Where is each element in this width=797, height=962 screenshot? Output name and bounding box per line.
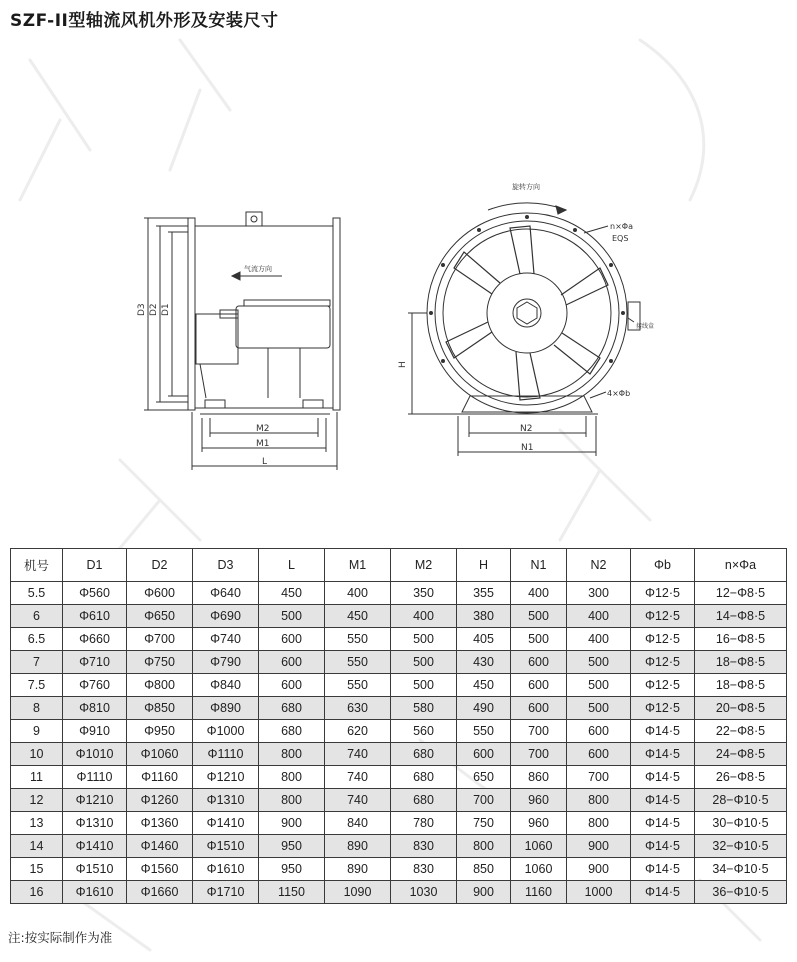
table-cell: 550 (457, 720, 511, 743)
table-cell: 500 (511, 605, 567, 628)
label-n2: N2 (520, 424, 533, 434)
table-cell: 400 (511, 582, 567, 605)
table-cell: Φ1460 (127, 835, 193, 858)
table-cell: Φ14·5 (631, 835, 695, 858)
table-cell: 960 (511, 789, 567, 812)
table-cell: 7 (11, 651, 63, 674)
table-cell: Φ1510 (63, 858, 127, 881)
table-cell: 500 (567, 697, 631, 720)
table-cell: 780 (391, 812, 457, 835)
table-cell: Φ600 (127, 582, 193, 605)
table-cell: 350 (391, 582, 457, 605)
header-cell: M2 (391, 549, 457, 582)
label-airflow: 气流方向 (244, 265, 272, 273)
header-cell: M1 (325, 549, 391, 582)
header-cell: L (259, 549, 325, 582)
table-cell: Φ610 (63, 605, 127, 628)
table-cell: 12−Φ8·5 (695, 582, 787, 605)
table-cell: Φ810 (63, 697, 127, 720)
label-l: L (262, 457, 268, 467)
label-h: H (398, 361, 408, 368)
label-d3: D3 (137, 303, 147, 316)
table-row (11, 697, 787, 720)
table-cell: 11 (11, 766, 63, 789)
label-eqs: EQS (612, 234, 629, 243)
table-cell: 13 (11, 812, 63, 835)
table-cell: 580 (391, 697, 457, 720)
table-cell: Φ660 (63, 628, 127, 651)
table-row (11, 582, 787, 605)
table-cell: 600 (457, 743, 511, 766)
label-d1: D1 (161, 303, 171, 316)
table-cell: Φ14·5 (631, 858, 695, 881)
table-cell: 680 (259, 720, 325, 743)
label-m1: M1 (256, 439, 270, 449)
table-cell: 500 (567, 674, 631, 697)
table-cell: Φ1610 (63, 881, 127, 904)
table-cell: Φ14·5 (631, 766, 695, 789)
table-cell: 840 (325, 812, 391, 835)
table-cell: Φ650 (127, 605, 193, 628)
table-cell: 16 (11, 881, 63, 904)
table-cell: 650 (457, 766, 511, 789)
table-cell: 950 (259, 858, 325, 881)
table-cell: Φ1660 (127, 881, 193, 904)
table-cell: 8 (11, 697, 63, 720)
label-nxa: n×Φa (610, 222, 633, 231)
table-cell: 850 (457, 858, 511, 881)
table-cell: 18−Φ8·5 (695, 674, 787, 697)
table-cell: 30−Φ10·5 (695, 812, 787, 835)
header-cell: n×Φa (695, 549, 787, 582)
table-cell: Φ1710 (193, 881, 259, 904)
table-cell: 6.5 (11, 628, 63, 651)
table-row (11, 720, 787, 743)
table-cell: 18−Φ8·5 (695, 651, 787, 674)
front-view (408, 203, 640, 456)
table-row (11, 651, 787, 674)
table-cell: Φ950 (127, 720, 193, 743)
table-cell: 630 (325, 697, 391, 720)
table-row (11, 743, 787, 766)
table-cell: 700 (511, 720, 567, 743)
table-cell: 620 (325, 720, 391, 743)
table-cell: 405 (457, 628, 511, 651)
table-cell: Φ14·5 (631, 743, 695, 766)
table-cell: 28−Φ10·5 (695, 789, 787, 812)
table-cell: 800 (259, 789, 325, 812)
table-cell: 600 (259, 674, 325, 697)
page-title: SZF-II型轴流风机外形及安装尺寸 (10, 11, 279, 31)
table-cell: Φ710 (63, 651, 127, 674)
table-cell: 900 (457, 881, 511, 904)
table-cell: 890 (325, 858, 391, 881)
table-cell: Φ790 (193, 651, 259, 674)
table-cell: 860 (511, 766, 567, 789)
table-cell: 680 (259, 697, 325, 720)
table-cell: Φ740 (193, 628, 259, 651)
table-cell: 450 (259, 582, 325, 605)
table-cell: 15 (11, 858, 63, 881)
table-cell: Φ1110 (193, 743, 259, 766)
table-cell: Φ890 (193, 697, 259, 720)
table-cell: Φ1560 (127, 858, 193, 881)
table-cell: 950 (259, 835, 325, 858)
table-cell: Φ750 (127, 651, 193, 674)
table-cell: 400 (567, 605, 631, 628)
table-cell: Φ12·5 (631, 651, 695, 674)
table-cell: 1150 (259, 881, 325, 904)
header-cell: D2 (127, 549, 193, 582)
table-cell: Φ1310 (193, 789, 259, 812)
table-cell: 5.5 (11, 582, 63, 605)
table-cell: 1000 (567, 881, 631, 904)
table-cell: Φ560 (63, 582, 127, 605)
table-cell: 32−Φ10·5 (695, 835, 787, 858)
table-cell: Φ1010 (63, 743, 127, 766)
table-cell: 600 (567, 720, 631, 743)
table-cell: 680 (391, 743, 457, 766)
table-cell: 355 (457, 582, 511, 605)
table-row (11, 812, 787, 835)
table-cell: 560 (391, 720, 457, 743)
table-cell: 20−Φ8·5 (695, 697, 787, 720)
table-cell: 800 (567, 789, 631, 812)
table-row (11, 858, 787, 881)
label-n1: N1 (521, 443, 534, 453)
table-cell: 500 (391, 628, 457, 651)
table-cell: 900 (567, 858, 631, 881)
table-cell: Φ12·5 (631, 605, 695, 628)
table-cell: Φ1610 (193, 858, 259, 881)
table-cell: Φ1110 (63, 766, 127, 789)
table-cell: 490 (457, 697, 511, 720)
table-cell: 900 (567, 835, 631, 858)
table-cell: Φ840 (193, 674, 259, 697)
table-cell: 600 (511, 674, 567, 697)
header-cell: D3 (193, 549, 259, 582)
note-text: 注:按实际制作为准 (8, 930, 113, 945)
table-cell: 300 (567, 582, 631, 605)
table-cell: Φ640 (193, 582, 259, 605)
table-cell: 700 (457, 789, 511, 812)
table-cell: Φ12·5 (631, 582, 695, 605)
table-cell: 890 (325, 835, 391, 858)
table-cell: 16−Φ8·5 (695, 628, 787, 651)
table-cell: 830 (391, 858, 457, 881)
table-cell: 1160 (511, 881, 567, 904)
table-cell: 1090 (325, 881, 391, 904)
table-cell: Φ1510 (193, 835, 259, 858)
table-cell: 700 (511, 743, 567, 766)
table-cell: 500 (567, 651, 631, 674)
table-cell: 680 (391, 789, 457, 812)
header-cell: D1 (63, 549, 127, 582)
table-cell: Φ1210 (63, 789, 127, 812)
table-cell: 1060 (511, 835, 567, 858)
label-junction-box: 接线盒 (636, 323, 655, 330)
table-cell: 10 (11, 743, 63, 766)
table-cell: Φ1210 (193, 766, 259, 789)
table-cell: 22−Φ8·5 (695, 720, 787, 743)
table-cell: 600 (567, 743, 631, 766)
table-header-row (11, 549, 787, 582)
table-cell: 800 (259, 766, 325, 789)
table-cell: 500 (511, 628, 567, 651)
table-cell: 700 (567, 766, 631, 789)
table-cell: Φ1260 (127, 789, 193, 812)
table-cell: 740 (325, 743, 391, 766)
table-cell: Φ14·5 (631, 881, 695, 904)
table-cell: 500 (259, 605, 325, 628)
table-cell: 960 (511, 812, 567, 835)
label-holes: 4×Φb (607, 389, 631, 398)
table-cell: 900 (259, 812, 325, 835)
header-cell: 机号 (11, 549, 63, 582)
table-cell: 380 (457, 605, 511, 628)
table-cell: 9 (11, 720, 63, 743)
table-cell: Φ14·5 (631, 812, 695, 835)
table-cell: 800 (567, 812, 631, 835)
header-cell: Φb (631, 549, 695, 582)
table-cell: 550 (325, 651, 391, 674)
table-cell: 600 (259, 628, 325, 651)
table-cell: 800 (457, 835, 511, 858)
table-cell: Φ12·5 (631, 674, 695, 697)
table-cell: 740 (325, 766, 391, 789)
table-cell: Φ1410 (193, 812, 259, 835)
table-cell: 14 (11, 835, 63, 858)
table-cell: 800 (259, 743, 325, 766)
table-cell: 740 (325, 789, 391, 812)
table-row (11, 605, 787, 628)
label-rotation: 旋转方向 (512, 183, 540, 191)
table-cell: 450 (457, 674, 511, 697)
table-cell: 450 (325, 605, 391, 628)
table-cell: 12 (11, 789, 63, 812)
table-cell: 550 (325, 628, 391, 651)
table-cell: Φ760 (63, 674, 127, 697)
header-cell: H (457, 549, 511, 582)
table-cell: 600 (259, 651, 325, 674)
table-cell: Φ12·5 (631, 628, 695, 651)
table-cell: 26−Φ8·5 (695, 766, 787, 789)
table-cell: Φ1310 (63, 812, 127, 835)
header-cell: N1 (511, 549, 567, 582)
table-cell: Φ1410 (63, 835, 127, 858)
table-cell: Φ1000 (193, 720, 259, 743)
table-row (11, 766, 787, 789)
table-row (11, 789, 787, 812)
table-cell: 750 (457, 812, 511, 835)
table-cell: Φ910 (63, 720, 127, 743)
table-cell: 14−Φ8·5 (695, 605, 787, 628)
table-cell: Φ800 (127, 674, 193, 697)
table-row (11, 881, 787, 904)
table-cell: Φ1360 (127, 812, 193, 835)
table-cell: Φ14·5 (631, 720, 695, 743)
table-cell: 1060 (511, 858, 567, 881)
label-d2: D2 (149, 303, 159, 316)
table-row (11, 674, 787, 697)
table-cell: 400 (325, 582, 391, 605)
table-cell: Φ14·5 (631, 789, 695, 812)
side-view (144, 212, 340, 470)
table-row (11, 628, 787, 651)
table-cell: 500 (391, 674, 457, 697)
table-cell: 24−Φ8·5 (695, 743, 787, 766)
table-cell: Φ700 (127, 628, 193, 651)
table-cell: 830 (391, 835, 457, 858)
table-cell: 1030 (391, 881, 457, 904)
table-cell: Φ1160 (127, 766, 193, 789)
table-cell: 680 (391, 766, 457, 789)
table-cell: 430 (457, 651, 511, 674)
dimension-table (10, 548, 787, 904)
table-cell: 600 (511, 697, 567, 720)
table-cell: 600 (511, 651, 567, 674)
table-cell: 550 (325, 674, 391, 697)
table-cell: 400 (567, 628, 631, 651)
table-cell: Φ1060 (127, 743, 193, 766)
table-cell: 400 (391, 605, 457, 628)
table-cell: 36−Φ10·5 (695, 881, 787, 904)
table-cell: Φ12·5 (631, 697, 695, 720)
table-cell: 500 (391, 651, 457, 674)
label-m2: M2 (256, 424, 270, 434)
table-cell: 6 (11, 605, 63, 628)
table-cell: Φ850 (127, 697, 193, 720)
table-cell: Φ690 (193, 605, 259, 628)
header-cell: N2 (567, 549, 631, 582)
table-cell: 7.5 (11, 674, 63, 697)
table-row (11, 835, 787, 858)
table-cell: 34−Φ10·5 (695, 858, 787, 881)
